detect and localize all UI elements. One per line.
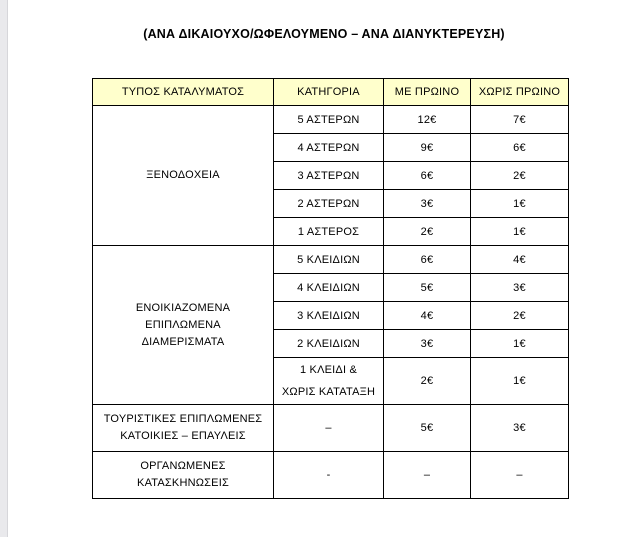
group-label-rented-furnished-apartments (93, 246, 274, 405)
accommodation-price-table (92, 78, 569, 499)
category-cell: 3 ΚΛΕΙΔΙΩΝ (274, 302, 384, 330)
page-title: (ΑΝΑ ΔΙΚΑΙΟΥΧΟ/ΩΦΕΛΟΥΜΕΝΟ – ΑΝΑ ΔΙΑΝΥΚΤΕΡΕΥΣΗ) (143, 27, 505, 41)
category-cell: 5 ΚΛΕΙΔΙΩΝ (274, 246, 384, 274)
price-with-breakfast-cell: 12€ (384, 106, 471, 134)
category-cell (274, 358, 384, 405)
document-left-gutter (0, 0, 8, 537)
price-without-breakfast-cell: 3€ (471, 274, 569, 302)
category-cell: – (274, 405, 384, 452)
column-header-category: ΚΑΤΗΓΟΡΙΑ (274, 79, 384, 106)
column-header-without-breakfast: ΧΩΡΙΣ ΠΡΩΙΝΟ (471, 79, 569, 106)
document-page (8, 0, 640, 537)
category-cell: 2 ΑΣΤΕΡΩΝ (274, 190, 384, 218)
price-without-breakfast-cell: 1€ (471, 218, 569, 246)
column-header-with-breakfast: ΜΕ ΠΡΩΙΝΟ (384, 79, 471, 106)
category-cell: 5 ΑΣΤΕΡΩΝ (274, 106, 384, 134)
price-with-breakfast-cell: 2€ (384, 358, 471, 405)
group-label-line: ΚΑΤΟΙΚΙΕΣ – ΕΠΑΥΛΕΙΣ (120, 430, 246, 442)
table-row (93, 246, 569, 274)
group-label-organized-campsites (93, 452, 274, 499)
table-row (93, 106, 569, 134)
price-with-breakfast-cell: 2€ (384, 218, 471, 246)
group-label-line: ΕΠΙΠΛΩΜΕΝΑ (145, 318, 221, 331)
table-row (93, 452, 569, 499)
price-without-breakfast-cell: 2€ (471, 162, 569, 190)
price-without-breakfast-cell: 1€ (471, 330, 569, 358)
price-without-breakfast-cell: – (471, 452, 569, 499)
price-with-breakfast-cell: 5€ (384, 405, 471, 452)
price-with-breakfast-cell: 9€ (384, 134, 471, 162)
price-without-breakfast-cell: 7€ (471, 106, 569, 134)
group-label-line: ΟΡΓΑΝΩΜΕΝΕΣ (140, 460, 226, 472)
price-with-breakfast-cell: 3€ (384, 330, 471, 358)
price-with-breakfast-cell: 3€ (384, 190, 471, 218)
price-without-breakfast-cell: 1€ (471, 190, 569, 218)
price-with-breakfast-cell: 5€ (384, 274, 471, 302)
group-label-line: ΞΕΝΟΔΟΧΕΙΑ (146, 169, 220, 181)
category-line: 1 ΚΛΕΙΔΙ & (299, 364, 358, 376)
category-cell: 3 ΑΣΤΕΡΩΝ (274, 162, 384, 190)
price-without-breakfast-cell: 4€ (471, 246, 569, 274)
category-cell: 1 ΑΣΤΕΡΟΣ (274, 218, 384, 246)
group-label-line: ΤΟΥΡΙΣΤΙΚΕΣ ΕΠΙΠΛΩΜΕΝΕΣ (103, 413, 263, 425)
price-without-breakfast-cell: 2€ (471, 302, 569, 330)
price-without-breakfast-cell: 6€ (471, 134, 569, 162)
table-header-row (93, 79, 569, 106)
category-cell: 4 ΚΛΕΙΔΙΩΝ (274, 274, 384, 302)
price-without-breakfast-cell: 1€ (471, 358, 569, 405)
group-label-line: ΕΝΟΙΚΙΑΖΟΜΕΝΑ (135, 301, 231, 314)
price-without-breakfast-cell: 3€ (471, 405, 569, 452)
group-label-line: ΚΑΤΑΣΚΗΝΩΣΕΙΣ (137, 477, 229, 489)
table-row (93, 405, 569, 452)
price-with-breakfast-cell: 6€ (384, 162, 471, 190)
group-label-line: ΔΙΑΜΕΡΙΣΜΑΤΑ (141, 335, 225, 348)
group-label-tourist-furnished-residences (93, 405, 274, 452)
category-line: ΧΩΡΙΣ ΚΑΤΑΤΑΞΗ (281, 386, 376, 398)
category-cell: - (274, 452, 384, 499)
price-with-breakfast-cell: 6€ (384, 246, 471, 274)
group-label-hotels (93, 106, 274, 246)
column-header-accommodation-type: ΤΥΠΟΣ ΚΑΤΑΛΥΜΑΤΟΣ (93, 79, 274, 106)
category-cell: 2 ΚΛΕΙΔΙΩΝ (274, 330, 384, 358)
price-with-breakfast-cell: 4€ (384, 302, 471, 330)
price-with-breakfast-cell: – (384, 452, 471, 499)
category-cell: 4 ΑΣΤΕΡΩΝ (274, 134, 384, 162)
